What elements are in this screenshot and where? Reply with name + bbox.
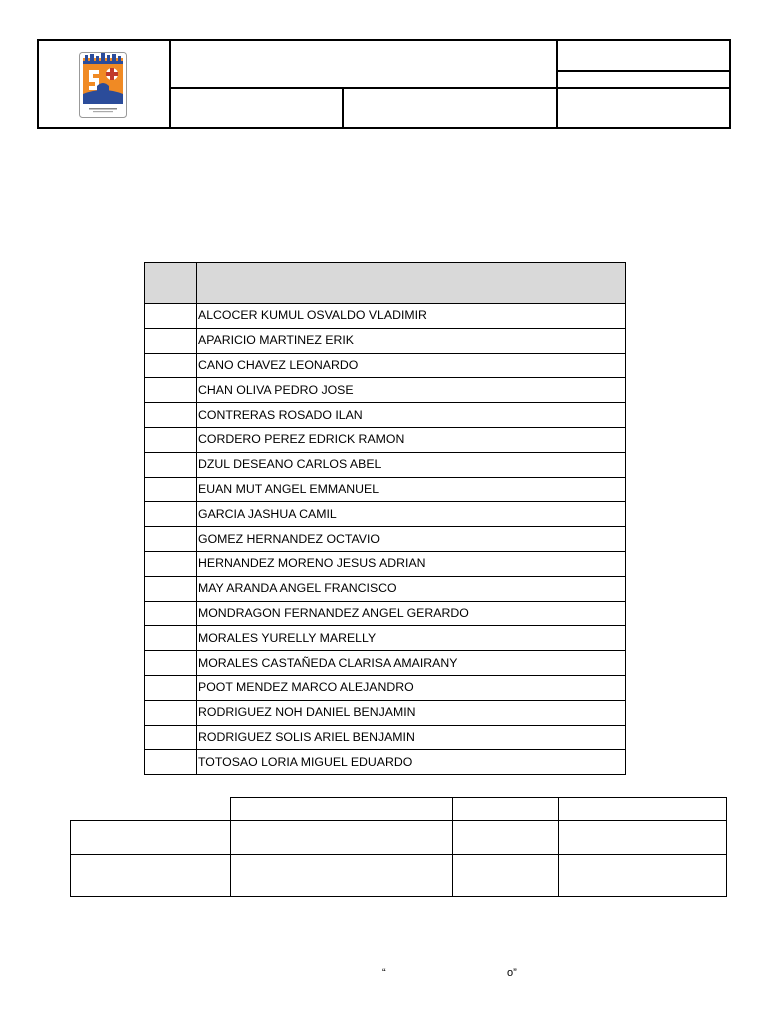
row-number-cell [145,551,197,576]
footer-cell [231,855,453,897]
row-number-cell [145,675,197,700]
table-row [145,403,626,428]
header-divider [556,39,558,129]
header-divider [169,39,171,129]
student-name-cell: MORALES YURELLY MARELLY [197,626,626,651]
row-number-cell [145,304,197,329]
row-number-cell [145,427,197,452]
student-list-table [144,262,626,775]
header-cell-number [145,263,197,304]
footer-cell [231,821,453,855]
row-number-cell [145,750,197,775]
student-name-cell: POOT MENDEZ MARCO ALEJANDRO [197,675,626,700]
document-header [37,39,731,129]
table-row [145,626,626,651]
row-number-cell [145,651,197,676]
student-name-cell: GARCIA JASHUA CAMIL [197,502,626,527]
school-logo-icon [79,52,127,118]
table-row [145,601,626,626]
student-name-cell: CONTRERAS ROSADO ILAN [197,403,626,428]
student-name-cell: TOTOSAO LORIA MIGUEL EDUARDO [197,750,626,775]
footer-cell [453,821,559,855]
table-row [145,304,626,329]
table-row [145,700,626,725]
row-number-cell [145,477,197,502]
table-row [145,427,626,452]
footer-table [70,797,727,897]
student-name-cell: MAY ARANDA ANGEL FRANCISCO [197,576,626,601]
student-name-cell: RODRIGUEZ SOLIS ARIEL BENJAMIN [197,725,626,750]
row-number-cell [145,601,197,626]
row-number-cell [145,576,197,601]
footer-cell [71,821,231,855]
table-row [145,725,626,750]
row-number-cell [145,502,197,527]
footer-cell [453,855,559,897]
student-name-cell: CANO CHAVEZ LEONARDO [197,353,626,378]
row-number-cell [145,353,197,378]
footer-cell [231,798,453,821]
student-name-cell: APARICIO MARTINEZ ERIK [197,328,626,353]
footer-cell [559,798,727,821]
footer-cell [453,798,559,821]
table-row [145,750,626,775]
header-cell-name [197,263,626,304]
header-divider [169,87,731,89]
footer-cell [559,821,727,855]
student-name-cell: CHAN OLIVA PEDRO JOSE [197,378,626,403]
footer-cell [71,798,231,821]
footer-table-row [71,798,727,821]
student-name-cell: HERNANDEZ MORENO JESUS ADRIAN [197,551,626,576]
table-row [145,328,626,353]
row-number-cell [145,527,197,552]
student-name-cell: ALCOCER KUMUL OSVALDO VLADIMIR [197,304,626,329]
table-row [145,651,626,676]
table-row [145,378,626,403]
table-row [145,452,626,477]
student-name-cell: RODRIGUEZ NOH DANIEL BENJAMIN [197,700,626,725]
row-number-cell [145,403,197,428]
row-number-cell [145,378,197,403]
row-number-cell [145,626,197,651]
footer-open-quote: “ [382,967,386,979]
student-name-cell: MORALES CASTAÑEDA CLARISA AMAIRANY [197,651,626,676]
footer-cell [71,855,231,897]
row-number-cell [145,700,197,725]
table-row [145,551,626,576]
table-row [145,675,626,700]
row-number-cell [145,452,197,477]
student-name-cell: GOMEZ HERNANDEZ OCTAVIO [197,527,626,552]
student-name-cell: CORDERO PEREZ EDRICK RAMON [197,427,626,452]
footer-table-row [71,821,727,855]
table-header-row [145,263,626,304]
student-name-cell: MONDRAGON FERNANDEZ ANGEL GERARDO [197,601,626,626]
table-row [145,576,626,601]
table-row [145,502,626,527]
student-name-cell: DZUL DESEANO CARLOS ABEL [197,452,626,477]
row-number-cell [145,328,197,353]
table-row [145,527,626,552]
footer-table-row [71,855,727,897]
footer-cell [559,855,727,897]
footer-close-text: o” [507,967,517,979]
header-divider [556,70,731,72]
header-divider [342,87,344,129]
table-row [145,353,626,378]
row-number-cell [145,725,197,750]
table-row [145,477,626,502]
student-name-cell: EUAN MUT ANGEL EMMANUEL [197,477,626,502]
